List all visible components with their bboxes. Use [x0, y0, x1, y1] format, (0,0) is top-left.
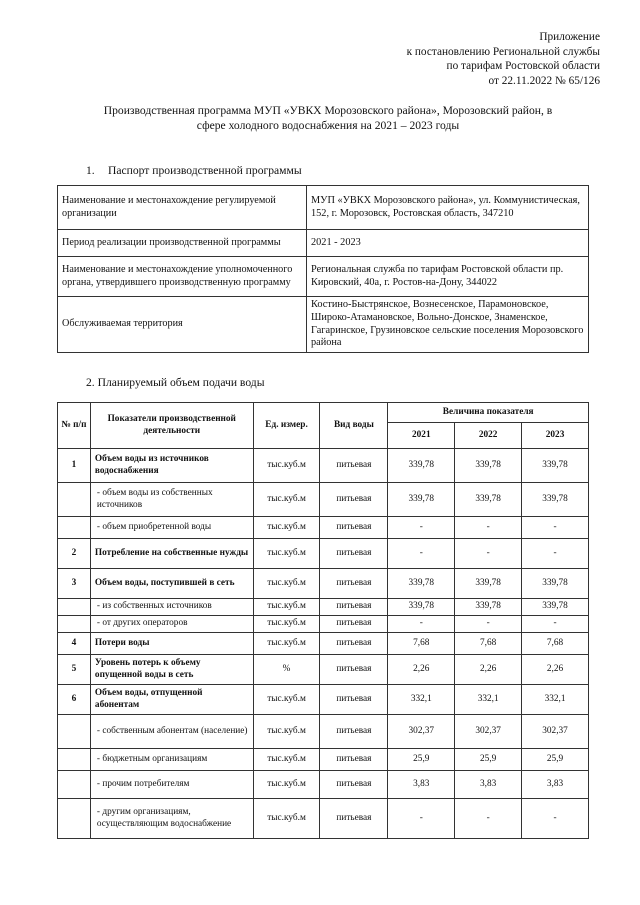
- row-value-2022: -: [455, 517, 522, 539]
- row-water-type: питьевая: [320, 633, 388, 655]
- row-value-2022: 339,78: [455, 483, 522, 517]
- row-water-type: питьевая: [320, 799, 388, 839]
- table-row: [58, 685, 589, 715]
- passport-label: Наименование и местонахождение регулируемой организации: [58, 186, 307, 230]
- section1-title-text: Паспорт производственной программы: [108, 164, 302, 177]
- row-indicator: - собственным абонентам (население): [90, 715, 253, 749]
- header-year: 2022: [455, 423, 522, 449]
- header-water-type: Вид воды: [320, 403, 388, 449]
- row-value-2021: 339,78: [388, 569, 455, 599]
- table-row: [58, 749, 589, 771]
- passport-label: Наименование и местонахождение уполномоченного органа, утвердившего производственную программу: [58, 257, 307, 297]
- table-row: [58, 569, 589, 599]
- row-value-2022: 339,78: [455, 569, 522, 599]
- row-value-2023: 332,1: [522, 685, 589, 715]
- table-row: [58, 799, 589, 839]
- row-unit: тыс.куб.м: [253, 599, 320, 616]
- row-value-2021: 2,26: [388, 655, 455, 685]
- row-value-2021: -: [388, 799, 455, 839]
- row-value-2022: 339,78: [455, 599, 522, 616]
- row-num: [58, 715, 91, 749]
- row-value-2021: -: [388, 517, 455, 539]
- row-value-2022: 2,26: [455, 655, 522, 685]
- row-value-2022: -: [455, 799, 522, 839]
- row-water-type: питьевая: [320, 599, 388, 616]
- row-water-type: питьевая: [320, 539, 388, 569]
- row-num: [58, 799, 91, 839]
- passport-label: Период реализации производственной программы: [58, 230, 307, 257]
- row-value-2022: -: [455, 539, 522, 569]
- row-num: 4: [58, 633, 91, 655]
- row-value-2021: 25,9: [388, 749, 455, 771]
- appendix-line: от 22.11.2022 № 65/126: [488, 74, 600, 87]
- row-value-2021: 339,78: [388, 599, 455, 616]
- row-value-2021: 332,1: [388, 685, 455, 715]
- table-row: [58, 655, 589, 685]
- passport-row: [58, 257, 589, 297]
- row-value-2023: 339,78: [522, 483, 589, 517]
- passport-value: Региональная служба по тарифам Ростовской области пр. Кировский, 40а, г. Ростов-на-Дону, 344022: [307, 257, 589, 297]
- row-unit: тыс.куб.м: [253, 449, 320, 483]
- row-value-2021: 339,78: [388, 449, 455, 483]
- row-num: [58, 616, 91, 633]
- row-indicator: Потребление на собственные нужды: [90, 539, 253, 569]
- row-unit: тыс.куб.м: [253, 569, 320, 599]
- row-indicator: Уровень потерь к объему опущенной воды в сеть: [90, 655, 253, 685]
- row-water-type: питьевая: [320, 771, 388, 799]
- row-value-2023: 3,83: [522, 771, 589, 799]
- row-unit: тыс.куб.м: [253, 771, 320, 799]
- water-volume-table: [57, 402, 589, 839]
- row-num: [58, 599, 91, 616]
- passport-value: Костино-Быстрянское, Вознесенское, Парамоновское, Широко-Атамановское, Вольно-Донское, Знаменское, Гагаринское, Грузиновское сельские поселения Морозовского района: [307, 297, 589, 353]
- appendix-line: к постановлению Региональной службы: [406, 45, 600, 58]
- row-value-2023: 7,68: [522, 633, 589, 655]
- header-value-group: Величина показателя: [388, 403, 589, 423]
- table-row: [58, 616, 589, 633]
- row-value-2023: 339,78: [522, 449, 589, 483]
- row-value-2022: 25,9: [455, 749, 522, 771]
- row-num: 1: [58, 449, 91, 483]
- row-num: [58, 749, 91, 771]
- row-indicator: - из собственных источников: [90, 599, 253, 616]
- row-num: 2: [58, 539, 91, 569]
- row-indicator: - объем воды из собственных источников: [90, 483, 253, 517]
- document-title-line: сфере холодного водоснабжения на 2021 – 2023 годы: [196, 118, 460, 132]
- table-row: [58, 599, 589, 616]
- header-unit: Ед. измер.: [253, 403, 320, 449]
- header-year: 2023: [522, 423, 589, 449]
- document-title-line: Производственная программа МУП «УВКХ Морозовского района», Морозовский район, в: [103, 104, 553, 117]
- row-unit: тыс.куб.м: [253, 715, 320, 749]
- row-water-type: питьевая: [320, 685, 388, 715]
- row-value-2021: -: [388, 616, 455, 633]
- row-num: [58, 483, 91, 517]
- section1-title: [86, 164, 302, 177]
- appendix-line: по тарифам Ростовской области: [446, 60, 600, 73]
- row-value-2023: 339,78: [522, 599, 589, 616]
- row-num: [58, 517, 91, 539]
- row-value-2023: -: [522, 517, 589, 539]
- row-indicator: - другим организациям, осуществляющим водоснабжение: [90, 799, 253, 839]
- row-indicator: - бюджетным организациям: [90, 749, 253, 771]
- passport-value: МУП «УВКХ Морозовского района», ул. Коммунистическая, 152, г. Морозовск, Ростовская область, 347210: [307, 186, 589, 230]
- header-year: 2021: [388, 423, 455, 449]
- row-num: 5: [58, 655, 91, 685]
- row-unit: тыс.куб.м: [253, 616, 320, 633]
- row-value-2021: -: [388, 539, 455, 569]
- table-row: [58, 633, 589, 655]
- passport-row: [58, 186, 589, 230]
- row-indicator: Объем воды из источников водоснабжения: [90, 449, 253, 483]
- row-unit: тыс.куб.м: [253, 633, 320, 655]
- row-unit: тыс.куб.м: [253, 483, 320, 517]
- row-water-type: питьевая: [320, 483, 388, 517]
- row-water-type: питьевая: [320, 715, 388, 749]
- row-value-2021: 302,37: [388, 715, 455, 749]
- table-row: [58, 483, 589, 517]
- row-value-2021: 339,78: [388, 483, 455, 517]
- row-indicator: - объем приобретенной воды: [90, 517, 253, 539]
- row-value-2023: -: [522, 539, 589, 569]
- row-value-2023: -: [522, 616, 589, 633]
- table-row: [58, 771, 589, 799]
- row-indicator: Объем воды, отпущенной абонентам: [90, 685, 253, 715]
- section2-title: 2. Планируемый объем подачи воды: [86, 376, 265, 389]
- table-row: [58, 715, 589, 749]
- row-water-type: питьевая: [320, 616, 388, 633]
- row-value-2022: 332,1: [455, 685, 522, 715]
- row-water-type: питьевая: [320, 517, 388, 539]
- row-num: [58, 771, 91, 799]
- row-num: 6: [58, 685, 91, 715]
- row-num: 3: [58, 569, 91, 599]
- row-unit: %: [253, 655, 320, 685]
- row-value-2023: -: [522, 799, 589, 839]
- row-value-2023: 2,26: [522, 655, 589, 685]
- row-value-2022: 3,83: [455, 771, 522, 799]
- appendix-block: [340, 30, 600, 88]
- row-unit: тыс.куб.м: [253, 799, 320, 839]
- passport-row: [58, 230, 589, 257]
- passport-row: [58, 297, 589, 353]
- row-value-2021: 7,68: [388, 633, 455, 655]
- passport-value: 2021 - 2023: [307, 230, 589, 257]
- table-row: [58, 539, 589, 569]
- row-value-2022: 339,78: [455, 449, 522, 483]
- header-indicator: Показатели производственной деятельности: [90, 403, 253, 449]
- row-water-type: питьевая: [320, 449, 388, 483]
- row-unit: тыс.куб.м: [253, 685, 320, 715]
- row-value-2023: 25,9: [522, 749, 589, 771]
- passport-table: [57, 185, 589, 353]
- document-title: [56, 104, 600, 133]
- table-row: [58, 449, 589, 483]
- row-unit: тыс.куб.м: [253, 517, 320, 539]
- table-row: [58, 517, 589, 539]
- row-indicator: - прочим потребителям: [90, 771, 253, 799]
- row-value-2023: 339,78: [522, 569, 589, 599]
- row-value-2022: 302,37: [455, 715, 522, 749]
- passport-label: Обслуживаемая территория: [58, 297, 307, 353]
- row-water-type: питьевая: [320, 655, 388, 685]
- row-water-type: питьевая: [320, 569, 388, 599]
- header-num: № п/п: [58, 403, 91, 449]
- section1-number: 1.: [86, 164, 95, 177]
- row-water-type: питьевая: [320, 749, 388, 771]
- row-indicator: Объем воды, поступившей в сеть: [90, 569, 253, 599]
- row-indicator: Потери воды: [90, 633, 253, 655]
- row-unit: тыс.куб.м: [253, 539, 320, 569]
- appendix-line: Приложение: [539, 31, 600, 43]
- row-value-2021: 3,83: [388, 771, 455, 799]
- row-value-2023: 302,37: [522, 715, 589, 749]
- row-unit: тыс.куб.м: [253, 749, 320, 771]
- row-value-2022: 7,68: [455, 633, 522, 655]
- row-value-2022: -: [455, 616, 522, 633]
- row-indicator: - от других операторов: [90, 616, 253, 633]
